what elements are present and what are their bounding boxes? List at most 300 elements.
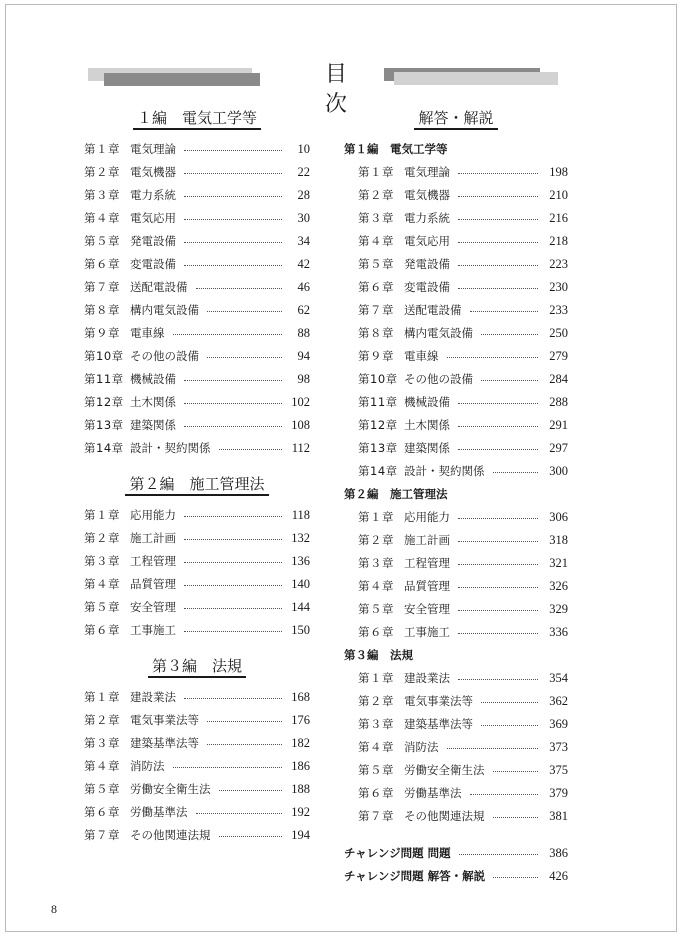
chapter-number: 第13章 [358, 441, 398, 455]
chapter-title: 応用能力 [404, 510, 450, 524]
chapter-page: 362 [549, 694, 568, 708]
chapter-page: 198 [549, 165, 568, 179]
toc-entry [84, 573, 310, 596]
chapter-page: 329 [549, 602, 568, 616]
chapter-number: 第７章 [84, 280, 120, 294]
chapter-number: 第２章 [84, 165, 120, 179]
chapter-number: 第５章 [84, 600, 120, 614]
leader-dots [447, 357, 539, 358]
leader-dots [184, 219, 282, 220]
chapter-number: 第12章 [84, 395, 124, 409]
leader-dots [458, 564, 538, 565]
leader-dots [481, 334, 538, 335]
toc-entry [84, 596, 310, 619]
leader-dots [196, 288, 283, 289]
chapter-page: 30 [297, 211, 310, 225]
toc-entry [344, 207, 568, 230]
chapter-title: 品質管理 [404, 579, 450, 593]
toc-entry [344, 529, 568, 552]
leader-dots [493, 817, 539, 818]
chapter-page: 42 [297, 257, 310, 271]
leader-dots [184, 196, 282, 197]
chapter-number: 第５章 [358, 257, 394, 271]
answers-part-heading: 第１編 電気工学等 [344, 142, 448, 156]
leader-dots [458, 426, 538, 427]
chapter-number: 第７章 [358, 303, 394, 317]
toc-right-column [344, 108, 568, 888]
leader-dots [458, 518, 538, 519]
chapter-number: 第14章 [84, 441, 124, 455]
leader-dots [184, 585, 282, 586]
toc-entry [84, 778, 310, 801]
leader-dots [184, 265, 282, 266]
chapter-page: 306 [549, 510, 568, 524]
toc-entry [84, 161, 310, 184]
chapter-page: 102 [291, 395, 310, 409]
leader-dots [470, 794, 539, 795]
chapter-title: 消防法 [404, 740, 439, 754]
part-spacer [84, 460, 310, 474]
toc-entry [84, 801, 310, 824]
leader-dots [184, 380, 282, 381]
chapter-title: 建設業法 [130, 690, 176, 704]
leader-dots [196, 813, 283, 814]
chapter-page: 168 [291, 690, 310, 704]
chapter-title: チャレンジ問題 解答・解説 [344, 869, 486, 883]
leader-dots [219, 836, 283, 837]
chapter-number: 第４章 [358, 234, 394, 248]
chapter-title: 送配電設備 [404, 303, 462, 317]
chapter-title: 建築基準法等 [404, 717, 473, 731]
chapter-number: 第12章 [358, 418, 398, 432]
chapter-title: 電車線 [404, 349, 439, 363]
chapter-title: 労働安全衛生法 [130, 782, 211, 796]
chapter-number: 第２章 [358, 694, 394, 708]
chapter-title: 建設業法 [404, 671, 450, 685]
chapter-title: 電気事業法等 [130, 713, 199, 727]
chapter-title: 建築基準法等 [130, 736, 199, 750]
page-number: 8 [51, 902, 57, 916]
toc-title-banner [88, 60, 560, 117]
chapter-title: 施工計画 [130, 531, 176, 545]
toc-entry [84, 253, 310, 276]
chapter-page: 112 [291, 441, 310, 455]
chapter-title: 電気理論 [130, 142, 176, 156]
chapter-title: 工程管理 [130, 554, 176, 568]
toc-entry [344, 736, 568, 759]
toc-entry [344, 805, 568, 828]
chapter-number: 第１章 [358, 165, 394, 179]
leader-dots [219, 790, 283, 791]
chapter-page: 194 [291, 828, 310, 842]
chapter-title: 機械設備 [404, 395, 450, 409]
chapter-page: 375 [549, 763, 568, 777]
chapter-number: 第１章 [84, 142, 120, 156]
chapter-title: 労働基準法 [404, 786, 462, 800]
toc-entry [344, 759, 568, 782]
chapter-page: 150 [291, 623, 310, 637]
toc-entry [344, 460, 568, 483]
chapter-number: 第３章 [358, 211, 394, 225]
chapter-title: 工事施工 [404, 625, 450, 639]
chapter-number: 第１章 [358, 510, 394, 524]
toc-entry [84, 437, 310, 460]
chapter-page: 210 [549, 188, 568, 202]
leader-dots [493, 771, 539, 772]
chapter-page: 46 [297, 280, 310, 294]
toc-entry [84, 414, 310, 437]
leader-dots [458, 610, 538, 611]
chapter-page: 279 [549, 349, 568, 363]
chapter-page: 318 [549, 533, 568, 547]
chapter-title: 工程管理 [404, 556, 450, 570]
chapter-title: その他の設備 [130, 349, 199, 363]
chapter-title: 設計・契約関係 [130, 441, 211, 455]
chapter-number: 第４章 [84, 211, 120, 225]
leader-dots [458, 265, 538, 266]
toc-entry [344, 506, 568, 529]
chapter-title: チャレンジ問題 問題 [344, 846, 451, 860]
toc-entry [84, 207, 310, 230]
chapter-page: 94 [297, 349, 310, 363]
leader-dots [481, 725, 538, 726]
chapter-title: 土木関係 [130, 395, 176, 409]
chapter-number: 第８章 [358, 326, 394, 340]
chapter-page: 297 [549, 441, 568, 455]
chapter-number: 第４章 [358, 579, 394, 593]
chapter-title: 電力系統 [404, 211, 450, 225]
toc-entry [344, 690, 568, 713]
chapter-page: 218 [549, 234, 568, 248]
chapter-page: 62 [297, 303, 310, 317]
chapter-title: 施工計画 [404, 533, 450, 547]
chapter-page: 386 [549, 846, 568, 860]
part-spacer [84, 642, 310, 656]
chapter-title: 機械設備 [130, 372, 176, 386]
toc-entry [344, 598, 568, 621]
chapter-title: 電気事業法等 [404, 694, 473, 708]
toc-entry [84, 391, 310, 414]
leader-dots [481, 702, 538, 703]
toc-entry [344, 230, 568, 253]
chapter-page: 291 [549, 418, 568, 432]
extras-spacer [344, 828, 568, 842]
chapter-title: 消防法 [130, 759, 165, 773]
chapter-page: 136 [291, 554, 310, 568]
leader-dots [184, 562, 282, 563]
chapter-page: 354 [549, 671, 568, 685]
chapter-title: 品質管理 [130, 577, 176, 591]
chapter-title: 電車線 [130, 326, 165, 340]
toc-entry [344, 782, 568, 805]
chapter-title: 労働安全衛生法 [404, 763, 485, 777]
chapter-number: 第２章 [358, 533, 394, 547]
leader-dots [184, 516, 282, 517]
part-heading [84, 656, 310, 676]
chapter-title: 応用能力 [130, 508, 176, 522]
toc-entry [344, 842, 568, 865]
chapter-page: 132 [291, 531, 310, 545]
chapter-number: 第８章 [84, 303, 120, 317]
chapter-page: 223 [549, 257, 568, 271]
toc-entry [344, 414, 568, 437]
leader-dots [184, 631, 282, 632]
chapter-page: 373 [549, 740, 568, 754]
chapter-page: 88 [297, 326, 310, 340]
toc-entry [84, 230, 310, 253]
toc-entry [344, 253, 568, 276]
toc-entry [84, 732, 310, 755]
chapter-page: 98 [297, 372, 310, 386]
chapter-title: 安全管理 [404, 602, 450, 616]
toc-entry [344, 713, 568, 736]
chapter-number: 第６章 [84, 805, 120, 819]
chapter-number: 第１章 [84, 690, 120, 704]
leader-dots [458, 288, 538, 289]
toc-entry [344, 184, 568, 207]
chapter-title: 発電設備 [404, 257, 450, 271]
leader-dots [184, 403, 282, 404]
toc-entry [344, 276, 568, 299]
chapter-number: 第４章 [84, 759, 120, 773]
page-title: 目 次 [324, 62, 361, 117]
leader-dots [458, 242, 538, 243]
title-bar-right-light [394, 72, 558, 85]
chapter-page: 176 [291, 713, 310, 727]
leader-dots [207, 311, 282, 312]
leader-dots [458, 679, 538, 680]
leader-dots [184, 539, 282, 540]
chapter-page: 140 [291, 577, 310, 591]
chapter-page: 28 [297, 188, 310, 202]
leader-dots [470, 311, 539, 312]
leader-dots [481, 380, 538, 381]
toc-entry [84, 686, 310, 709]
leader-dots [493, 472, 539, 473]
chapter-number: 第２章 [358, 188, 394, 202]
part-heading-text: １編 電気工学等 [133, 109, 261, 130]
chapter-title: 送配電設備 [130, 280, 188, 294]
toc-entry [84, 299, 310, 322]
chapter-number: 第７章 [358, 809, 394, 823]
chapter-title: 電気応用 [130, 211, 176, 225]
leader-dots [458, 449, 538, 450]
chapter-number: 第３章 [84, 554, 120, 568]
chapter-number: 第６章 [84, 257, 120, 271]
leader-dots [447, 748, 539, 749]
chapter-page: 326 [549, 579, 568, 593]
chapter-page: 108 [291, 418, 310, 432]
chapter-title: 建築関係 [130, 418, 176, 432]
leader-dots [184, 608, 282, 609]
toc-entry [84, 619, 310, 642]
chapter-number: 第７章 [84, 828, 120, 842]
chapter-title: 電気理論 [404, 165, 450, 179]
chapter-page: 381 [549, 809, 568, 823]
chapter-number: 第３章 [358, 556, 394, 570]
leader-dots [219, 449, 283, 450]
chapter-title: 建築関係 [404, 441, 450, 455]
chapter-number: 第３章 [358, 717, 394, 731]
chapter-title: 安全管理 [130, 600, 176, 614]
toc-entry [84, 345, 310, 368]
answers-heading [344, 108, 568, 128]
toc-left-column [84, 108, 310, 847]
leader-dots [493, 877, 538, 878]
chapter-title: 設計・契約関係 [404, 464, 485, 478]
toc-entry [344, 437, 568, 460]
chapter-page: 284 [549, 372, 568, 386]
toc-entry [84, 527, 310, 550]
leader-dots [207, 357, 282, 358]
toc-entry [344, 621, 568, 644]
chapter-title: 変電設備 [130, 257, 176, 271]
leader-dots [458, 173, 538, 174]
chapter-page: 250 [549, 326, 568, 340]
chapter-number: 第６章 [358, 280, 394, 294]
toc-entry [344, 865, 568, 888]
chapter-page: 144 [291, 600, 310, 614]
chapter-number: 第４章 [84, 577, 120, 591]
chapter-number: 第５章 [358, 602, 394, 616]
part-heading-text: 第２編 施工管理法 [125, 475, 268, 496]
toc-entry [84, 824, 310, 847]
leader-dots [459, 854, 538, 855]
answers-heading-text: 解答・解説 [414, 109, 497, 130]
chapter-page: 288 [549, 395, 568, 409]
chapter-number: 第６章 [358, 786, 394, 800]
chapter-number: 第６章 [358, 625, 394, 639]
chapter-title: 電気機器 [404, 188, 450, 202]
leader-dots [173, 767, 283, 768]
chapter-page: 182 [291, 736, 310, 750]
chapter-page: 22 [297, 165, 310, 179]
toc-entry [344, 368, 568, 391]
toc-entry [84, 550, 310, 573]
challenge-section [344, 842, 568, 888]
chapter-number: 第５章 [84, 234, 120, 248]
title-bar-left-dark [104, 73, 260, 86]
answers-part-heading: 第３編 法規 [344, 648, 413, 662]
part-heading-text: 第３編 法規 [148, 657, 246, 678]
leader-dots [458, 196, 538, 197]
chapter-number: 第13章 [84, 418, 124, 432]
chapter-page: 300 [549, 464, 568, 478]
toc-entry [84, 504, 310, 527]
toc-entry [344, 345, 568, 368]
leader-dots [458, 403, 538, 404]
chapter-title: その他関連法規 [130, 828, 211, 842]
chapter-title: その他関連法規 [404, 809, 485, 823]
leader-dots [458, 219, 538, 220]
chapter-page: 186 [291, 759, 310, 773]
toc-entry [84, 755, 310, 778]
chapter-number: 第６章 [84, 623, 120, 637]
chapter-number: 第９章 [358, 349, 394, 363]
chapter-page: 34 [297, 234, 310, 248]
chapter-number: 第３章 [84, 736, 120, 750]
chapter-number: 第10章 [358, 372, 398, 386]
toc-entry [344, 552, 568, 575]
chapter-number: 第２章 [84, 713, 120, 727]
toc-entry [344, 391, 568, 414]
chapter-number: 第14章 [358, 464, 398, 478]
toc-entry [84, 368, 310, 391]
chapter-title: 構内電気設備 [404, 326, 473, 340]
toc-entry [344, 299, 568, 322]
toc-entry [84, 709, 310, 732]
leader-dots [173, 334, 283, 335]
toc-entry [84, 276, 310, 299]
chapter-page: 118 [291, 508, 310, 522]
chapter-number: 第１章 [84, 508, 120, 522]
chapter-number: 第５章 [84, 782, 120, 796]
answers-part-heading: 第２編 施工管理法 [344, 487, 448, 501]
chapter-number: 第11章 [358, 395, 398, 409]
chapter-number: 第５章 [358, 763, 394, 777]
leader-dots [458, 633, 538, 634]
chapter-page: 192 [291, 805, 310, 819]
chapter-page: 336 [549, 625, 568, 639]
leader-dots [184, 698, 282, 699]
chapter-number: 第２章 [84, 531, 120, 545]
chapter-number: 第９章 [84, 326, 120, 340]
toc-entry [344, 322, 568, 345]
chapter-title: 土木関係 [404, 418, 450, 432]
chapter-title: 労働基準法 [130, 805, 188, 819]
leader-dots [184, 426, 282, 427]
toc-entry [344, 161, 568, 184]
chapter-page: 369 [549, 717, 568, 731]
part-heading [84, 108, 310, 128]
leader-dots [458, 541, 538, 542]
chapter-number: 第10章 [84, 349, 124, 363]
chapter-number: 第４章 [358, 740, 394, 754]
chapter-title: 変電設備 [404, 280, 450, 294]
leader-dots [207, 721, 282, 722]
leader-dots [184, 173, 282, 174]
chapter-number: 第１章 [358, 671, 394, 685]
toc-entry [344, 667, 568, 690]
leader-dots [207, 744, 282, 745]
chapter-page: 230 [549, 280, 568, 294]
chapter-page: 321 [549, 556, 568, 570]
chapter-page: 233 [549, 303, 568, 317]
chapter-title: 発電設備 [130, 234, 176, 248]
toc-entry [84, 138, 310, 161]
chapter-page: 188 [291, 782, 310, 796]
leader-dots [458, 587, 538, 588]
chapter-page: 379 [549, 786, 568, 800]
chapter-page: 426 [549, 869, 568, 883]
part-heading [84, 474, 310, 494]
chapter-title: 構内電気設備 [130, 303, 199, 317]
toc-entry [84, 322, 310, 345]
chapter-number: 第11章 [84, 372, 124, 386]
chapter-title: 電気機器 [130, 165, 176, 179]
chapter-page: 216 [549, 211, 568, 225]
chapter-title: 電気応用 [404, 234, 450, 248]
chapter-number: 第３章 [84, 188, 120, 202]
chapter-page: 10 [297, 142, 310, 156]
chapter-title: 電力系統 [130, 188, 176, 202]
leader-dots [184, 150, 282, 151]
chapter-title: その他の設備 [404, 372, 473, 386]
chapter-title: 工事施工 [130, 623, 176, 637]
leader-dots [184, 242, 282, 243]
toc-entry [344, 575, 568, 598]
toc-entry [84, 184, 310, 207]
